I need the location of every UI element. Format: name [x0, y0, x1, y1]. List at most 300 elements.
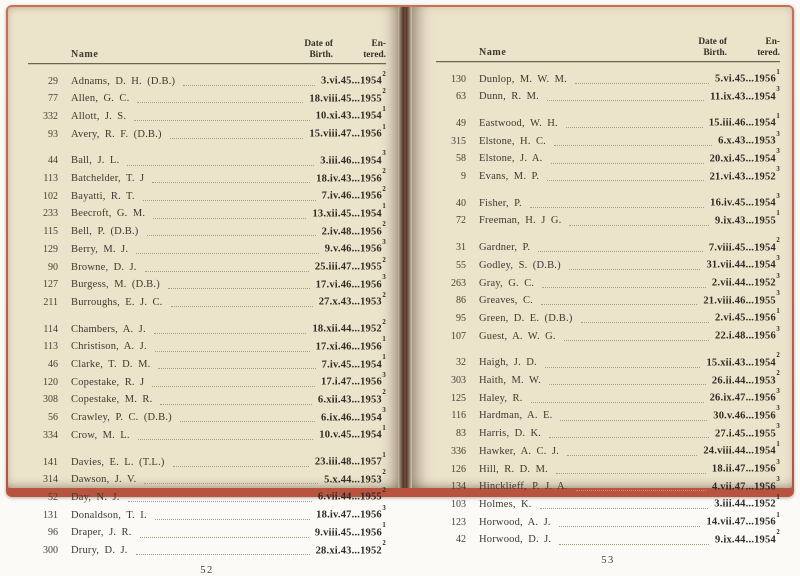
pupil-name: Dunn, R. M.: [479, 91, 539, 103]
dot-leader: [143, 200, 316, 201]
birth-and-entered: 18.ii.47...1956$^3$: [711, 458, 780, 475]
entry-term-superscript: 2: [382, 389, 386, 397]
dot-leader: [569, 225, 709, 226]
register-row: [28, 452, 386, 470]
register-number: 103: [451, 498, 466, 510]
dot-leader: [560, 420, 707, 421]
dot-leader: [170, 138, 304, 139]
pupil-name: Guest, A. W. G.: [479, 330, 556, 342]
register-number: 233: [43, 208, 58, 220]
register-row: [436, 477, 780, 495]
register-number: 123: [451, 516, 466, 528]
pupil-name: Hardman, A. E.: [479, 410, 553, 422]
dot-leader: [158, 368, 315, 369]
register-row: [436, 113, 780, 131]
entry-term-superscript: 2: [382, 168, 386, 176]
pupil-name: Crawley, P. C. (D.B.): [71, 412, 172, 424]
birth-and-entered: 5.x.44...1953$^2$: [324, 469, 386, 486]
entry-term-superscript: 3: [776, 272, 780, 280]
entry-term-superscript: 3: [776, 387, 780, 395]
dot-leader: [545, 367, 701, 368]
pupil-name: Batchelder, T. J: [71, 173, 145, 185]
dot-leader: [547, 100, 704, 101]
register-row: [436, 494, 780, 512]
register-row: [436, 371, 780, 389]
entry-term-superscript: 3: [776, 86, 780, 94]
birth-and-entered: 2.vi.45...1956$^1$: [715, 307, 780, 324]
birth-and-entered: 18.xii.44...1952$^2$: [312, 318, 386, 335]
birth-and-entered: 7.iv.46...1956$^2$: [321, 185, 386, 202]
pupil-name: Hill, R. D. M.: [479, 463, 548, 475]
register-group: [436, 69, 780, 104]
dot-leader: [547, 180, 703, 181]
entry-term-superscript: 2: [382, 221, 386, 229]
register-number: 32: [456, 357, 466, 369]
birth-and-entered: 7.iv.45...1954$^1$: [321, 354, 386, 371]
register-row: [436, 291, 780, 309]
register-number: 125: [451, 392, 466, 404]
header-rule: [28, 63, 386, 64]
pupil-name: Donaldson, T. I.: [71, 509, 147, 521]
birth-and-entered: 15.iii.46...1954$^1$: [708, 112, 780, 129]
pupil-name: Crow, M. L.: [71, 429, 130, 441]
dot-leader: [136, 253, 319, 254]
register-number: 93: [48, 128, 58, 140]
register-number: 63: [456, 91, 466, 103]
dot-leader: [559, 526, 701, 527]
entry-term-superscript: 3: [776, 192, 780, 200]
register-number: 95: [456, 312, 466, 324]
birth-and-entered: 6.vii.44...1955$^2$: [317, 486, 386, 503]
entry-term-superscript: 2: [382, 70, 386, 78]
pupil-name: Eastwood, W. H.: [479, 117, 558, 129]
register-row: [28, 470, 386, 488]
register-row: [28, 71, 386, 89]
dot-leader: [136, 554, 310, 555]
register-number: 77: [48, 93, 58, 105]
dot-leader: [554, 145, 712, 146]
dot-leader: [581, 322, 710, 323]
entry-term-superscript: 3: [382, 150, 386, 158]
pupil-name: Holmes, K.: [479, 498, 532, 510]
entry-term-superscript: 1: [776, 112, 780, 120]
dot-leader: [538, 251, 703, 252]
birth-and-entered: 15.viii.47...1956$^1$: [309, 123, 386, 140]
entry-term-superscript: 1: [382, 203, 386, 211]
dot-leader: [541, 304, 697, 305]
dot-leader: [155, 519, 310, 520]
name-column-header: Name: [71, 49, 99, 60]
register-row: [28, 257, 386, 275]
birth-and-entered: 9.ix.43...1955$^1$: [715, 210, 780, 227]
name-column-header: Name: [479, 47, 507, 58]
pupil-name: Bayatti, R. T.: [71, 190, 135, 202]
register-row: [28, 541, 386, 559]
dot-leader: [540, 508, 709, 509]
birth-and-entered: 26.ix.47...1956$^3$: [709, 387, 780, 404]
register-number: 96: [48, 527, 58, 539]
register-row: [28, 151, 386, 169]
pupil-name: Copestake, M. R.: [71, 394, 153, 406]
birth-and-entered: 27.x.43...1953$^2$: [318, 291, 386, 308]
register-number: 134: [451, 481, 466, 493]
dot-leader: [160, 404, 312, 405]
birth-and-entered: 17.i.47...1956$^3$: [321, 371, 386, 388]
pupil-name: Greaves, C.: [479, 295, 533, 307]
birth-and-entered: 2.vii.44...1952$^3$: [711, 272, 780, 289]
dot-leader: [155, 351, 310, 352]
register-number: 44: [48, 155, 58, 167]
register-number: 49: [456, 117, 466, 129]
entry-term-superscript: 1: [776, 68, 780, 76]
dot-leader: [140, 537, 309, 538]
entry-term-superscript: 3: [382, 407, 386, 415]
register-row: [28, 275, 386, 293]
register-group: [436, 238, 780, 344]
register-row: [28, 425, 386, 443]
register-row: [28, 337, 386, 355]
birth-and-entered: 6.ix.46...1954$^3$: [321, 407, 386, 424]
birth-and-entered: 30.v.46...1956$^3$: [713, 405, 780, 422]
register-row: [436, 273, 780, 291]
register-number: 314: [43, 474, 58, 486]
dot-leader: [531, 402, 704, 403]
birth-and-entered: 23.iii.48...1957$^1$: [314, 451, 386, 468]
pupil-name: Chambers, A. J.: [71, 323, 146, 335]
entry-term-superscript: 2: [776, 237, 780, 245]
register-row: [436, 308, 780, 326]
entry-term-superscript: 2: [382, 256, 386, 264]
entry-term-superscript: 1: [776, 511, 780, 519]
birth-and-entered: 13.xii.45...1954$^1$: [312, 203, 386, 220]
register-row: [28, 186, 386, 204]
birth-and-entered: 11.ix.43...1954$^3$: [710, 86, 780, 103]
entry-term-superscript: 2: [382, 88, 386, 96]
dot-leader: [127, 165, 314, 166]
register-group: [28, 319, 386, 443]
pupil-name: Copestake, R. J: [71, 376, 145, 388]
entry-term-superscript: 3: [776, 254, 780, 262]
birth-and-entered: 9.viii.45...1956$^1$: [314, 522, 386, 539]
dot-leader: [144, 483, 318, 484]
dot-leader: [569, 269, 701, 270]
entry-term-superscript: 2: [382, 291, 386, 299]
birth-and-entered: 2.iv.48...1956$^2$: [321, 221, 386, 238]
entry-term-superscript: 1: [382, 336, 386, 344]
pupil-name: Horwood, D. J.: [479, 534, 552, 546]
register-row: [28, 169, 386, 187]
register-rows: [436, 69, 780, 548]
entry-term-superscript: 1: [382, 522, 386, 530]
dot-leader: [180, 421, 315, 422]
register-row: [436, 406, 780, 424]
dot-leader: [542, 287, 706, 288]
birth-and-entered: 17.vi.46...1956$^3$: [315, 274, 386, 291]
dot-leader: [567, 455, 697, 456]
register-number: 315: [451, 135, 466, 147]
dot-leader: [173, 466, 309, 467]
birth-and-entered: 21.vi.43...1952$^3$: [709, 166, 780, 183]
birth-and-entered: 25.iii.47...1955$^2$: [314, 256, 386, 273]
register-row: [436, 459, 780, 477]
register-number: 129: [43, 243, 58, 255]
pupil-name: Drury, D. J.: [71, 545, 128, 557]
register-row: [436, 149, 780, 167]
birth-and-entered: 26.ii.44...1953$^2$: [711, 370, 780, 387]
pupil-name: Fisher, P.: [479, 197, 522, 209]
dot-leader: [549, 384, 706, 385]
birth-and-entered: 27.i.45...1955$^3$: [715, 423, 780, 440]
register-number: 55: [456, 259, 466, 271]
birth-and-entered: 21.viii.46...1955$^3$: [703, 290, 780, 307]
dot-leader: [134, 120, 309, 121]
register-number: 116: [451, 410, 466, 422]
pupil-name: Elstone, J. A.: [479, 153, 543, 165]
register-number: 263: [451, 277, 466, 289]
pupil-name: Evans, M. P.: [479, 171, 540, 183]
dot-leader: [530, 207, 704, 208]
register-row: [28, 106, 386, 124]
entry-term-superscript: 3: [382, 238, 386, 246]
entered-column-header: En- tered.: [363, 39, 386, 60]
header-rule: [436, 61, 780, 62]
dot-leader: [171, 306, 313, 307]
dot-leader: [564, 340, 709, 341]
entry-term-superscript: 3: [382, 504, 386, 512]
birth-and-entered: 18.iv.47...1956$^3$: [316, 504, 386, 521]
pupil-name: Green, D. E. (D.B.): [479, 312, 573, 324]
register-row: [436, 255, 780, 273]
birth-and-entered: 6.x.43...1953$^3$: [718, 130, 780, 147]
register-number: 90: [48, 261, 58, 273]
entry-term-superscript: 1: [776, 210, 780, 218]
dot-leader: [154, 333, 307, 334]
register-row: [28, 292, 386, 310]
pupil-name: Burgess, M. (D.B.): [71, 279, 160, 291]
register-number: 46: [48, 359, 58, 371]
dot-leader: [145, 271, 309, 272]
pupil-name: Allen, G. C.: [71, 93, 130, 105]
entry-term-superscript: 1: [776, 440, 780, 448]
birth-and-entered: 9.ix.44...1954$^2$: [715, 529, 780, 546]
pupil-name: Allott, J. S.: [71, 110, 127, 122]
register-number: 107: [451, 330, 466, 342]
register-number: 83: [456, 428, 466, 440]
pupil-name: Hincklieff, P. J. A.: [479, 481, 568, 493]
entry-term-superscript: 2: [776, 352, 780, 360]
dob-column-header: Date of Birth.: [304, 39, 333, 60]
entry-term-superscript: 1: [382, 424, 386, 432]
register-row: [28, 372, 386, 390]
entry-term-superscript: 3: [776, 166, 780, 174]
register-number: 115: [43, 226, 58, 238]
register-number: 336: [451, 445, 466, 457]
left-page: [8, 7, 398, 576]
birth-and-entered: 5.vi.45...1956$^1$: [715, 68, 780, 85]
entry-term-superscript: 3: [776, 405, 780, 413]
register-number: 31: [456, 242, 466, 254]
dot-leader: [152, 182, 310, 183]
register-number: 102: [43, 190, 58, 202]
register-row: [28, 487, 386, 505]
table-header: [436, 37, 780, 58]
dob-column-header: Date of Birth.: [698, 37, 727, 58]
dot-leader: [559, 544, 709, 545]
register-row: [28, 523, 386, 541]
register-group: [436, 193, 780, 228]
register-number: 56: [48, 412, 58, 424]
birth-and-entered: 18.iv.43...1956$^2$: [316, 168, 386, 185]
register-number: 126: [451, 463, 466, 475]
dot-leader: [556, 473, 706, 474]
entry-term-superscript: 3: [382, 274, 386, 282]
register-number: 308: [43, 394, 58, 406]
register-number: 131: [43, 509, 58, 521]
page-number: 53: [601, 554, 615, 566]
pupil-name: Gray, G. C.: [479, 277, 535, 289]
register-number: 120: [43, 376, 58, 388]
pupil-name: Adnams, D. H. (D.B.): [71, 75, 176, 87]
birth-and-entered: 9.v.46...1956$^3$: [324, 238, 386, 255]
entry-term-superscript: 3: [776, 290, 780, 298]
birth-and-entered: 10.v.45...1954$^1$: [319, 424, 386, 441]
pupil-name: Hawker, A. C. J.: [479, 445, 559, 457]
book-spread: [8, 7, 792, 576]
register-row: [28, 89, 386, 107]
register-rows: [28, 71, 386, 558]
birth-and-entered: 3.iii.46...1954$^3$: [320, 150, 386, 167]
pupil-name: Haigh, J. D.: [479, 357, 537, 369]
entry-term-superscript: 1: [382, 451, 386, 459]
register-group: [28, 452, 386, 558]
table-header: [28, 39, 386, 60]
birth-and-entered: 4.vii.47...1956$^3$: [711, 476, 780, 493]
birth-and-entered: 7.viii.45...1954$^2$: [708, 237, 780, 254]
dot-leader: [138, 439, 314, 440]
pupil-name: Freeman, H. J G.: [479, 215, 562, 227]
pupil-name: Haith, M. W.: [479, 375, 541, 387]
entry-term-superscript: 3: [776, 423, 780, 431]
entry-term-superscript: 1: [776, 493, 780, 501]
entry-term-superscript: 1: [382, 354, 386, 362]
register-number: 72: [456, 215, 466, 227]
register-row: [436, 424, 780, 442]
pupil-name: Bell, P. (D.B.): [71, 226, 139, 238]
register-number: 127: [43, 279, 58, 291]
pupil-name: Godley, S. (D.B.): [479, 259, 561, 271]
birth-and-entered: 24.viii.44...1954$^1$: [703, 440, 780, 457]
dot-leader: [137, 102, 303, 103]
register-number: 29: [48, 75, 58, 87]
birth-and-entered: 14.vii.47...1956$^1$: [706, 511, 780, 528]
pupil-name: Avery, R. F. (D.B.): [71, 128, 162, 140]
pupil-name: Ball, J. L.: [71, 155, 120, 167]
pupil-name: Dawson, J. V.: [71, 474, 137, 486]
register-number: 9: [461, 171, 466, 183]
birth-and-entered: 16.iv.45...1954$^3$: [710, 192, 780, 209]
register-group: [28, 71, 386, 142]
dot-leader: [168, 288, 310, 289]
pupil-name: Burroughs, E. J. C.: [71, 296, 163, 308]
birth-and-entered: 18.viii.45...1955$^2$: [309, 88, 386, 105]
pupil-name: Berry, M. J.: [71, 243, 129, 255]
birth-and-entered: 22.i.48...1956$^3$: [715, 325, 780, 342]
register-number: 113: [43, 341, 58, 353]
register-number: 334: [43, 429, 58, 441]
page-number: 52: [200, 565, 214, 576]
book-gutter: [398, 7, 412, 488]
register-row: [28, 355, 386, 373]
entered-column-header: En- tered.: [757, 37, 780, 58]
pupil-name: Dunlop, M. W. M.: [479, 73, 568, 85]
entry-term-superscript: 3: [776, 325, 780, 333]
register-row: [28, 390, 386, 408]
register-row: [436, 388, 780, 406]
register-number: 86: [456, 295, 466, 307]
dot-leader: [566, 127, 703, 128]
entry-term-superscript: 1: [382, 123, 386, 131]
dot-leader: [549, 437, 709, 438]
pupil-name: Gardner, P.: [479, 242, 531, 254]
register-group: [436, 353, 780, 548]
entry-term-superscript: 2: [382, 318, 386, 326]
birth-and-entered: 17.xi.46...1956$^1$: [315, 336, 386, 353]
register-number: 332: [43, 110, 58, 122]
pupil-name: Beecroft, G. M.: [71, 208, 146, 220]
register-book: [6, 5, 794, 576]
entry-term-superscript: 2: [382, 185, 386, 193]
birth-and-entered: 3.iii.44...1952$^1$: [714, 493, 780, 510]
register-number: 211: [43, 296, 58, 308]
birth-and-entered: 31.vii.44...1954$^3$: [706, 254, 780, 271]
birth-and-entered: 20.xi.45...1954$^3$: [709, 148, 780, 165]
register-group: [436, 113, 780, 184]
register-number: 303: [451, 375, 466, 387]
birth-and-entered: 15.xii.43...1954$^2$: [706, 352, 780, 369]
birth-and-entered: 6.xii.43...1953$^2$: [317, 389, 386, 406]
dot-leader: [576, 490, 706, 491]
dot-leader: [128, 501, 312, 502]
entry-term-superscript: 2: [382, 540, 386, 548]
pupil-name: Browne, D. J.: [71, 261, 137, 273]
register-row: [28, 319, 386, 337]
dot-leader: [153, 218, 306, 219]
register-row: [28, 408, 386, 426]
register-row: [436, 353, 780, 371]
entry-term-superscript: 2: [776, 529, 780, 537]
entry-term-superscript: 2: [382, 469, 386, 477]
register-row: [28, 124, 386, 142]
register-number: 130: [451, 73, 466, 85]
register-number: 40: [456, 197, 466, 209]
dot-leader: [575, 83, 709, 84]
pupil-name: Horwood, A. J.: [479, 516, 551, 528]
register-number: 113: [43, 173, 58, 185]
register-row: [436, 193, 780, 211]
register-row: [436, 441, 780, 459]
register-row: [436, 69, 780, 87]
birth-and-entered: 10.xi.43...1954$^1$: [315, 105, 386, 122]
right-page: [412, 7, 792, 566]
register-number: 58: [456, 153, 466, 165]
register-number: 42: [456, 534, 466, 546]
register-number: 141: [43, 456, 58, 468]
pupil-name: Haley, R.: [479, 392, 523, 404]
entry-term-superscript: 3: [776, 148, 780, 156]
register-row: [436, 530, 780, 548]
register-number: 300: [43, 545, 58, 557]
pupil-name: Davies, E. L. (T.L.): [71, 456, 165, 468]
